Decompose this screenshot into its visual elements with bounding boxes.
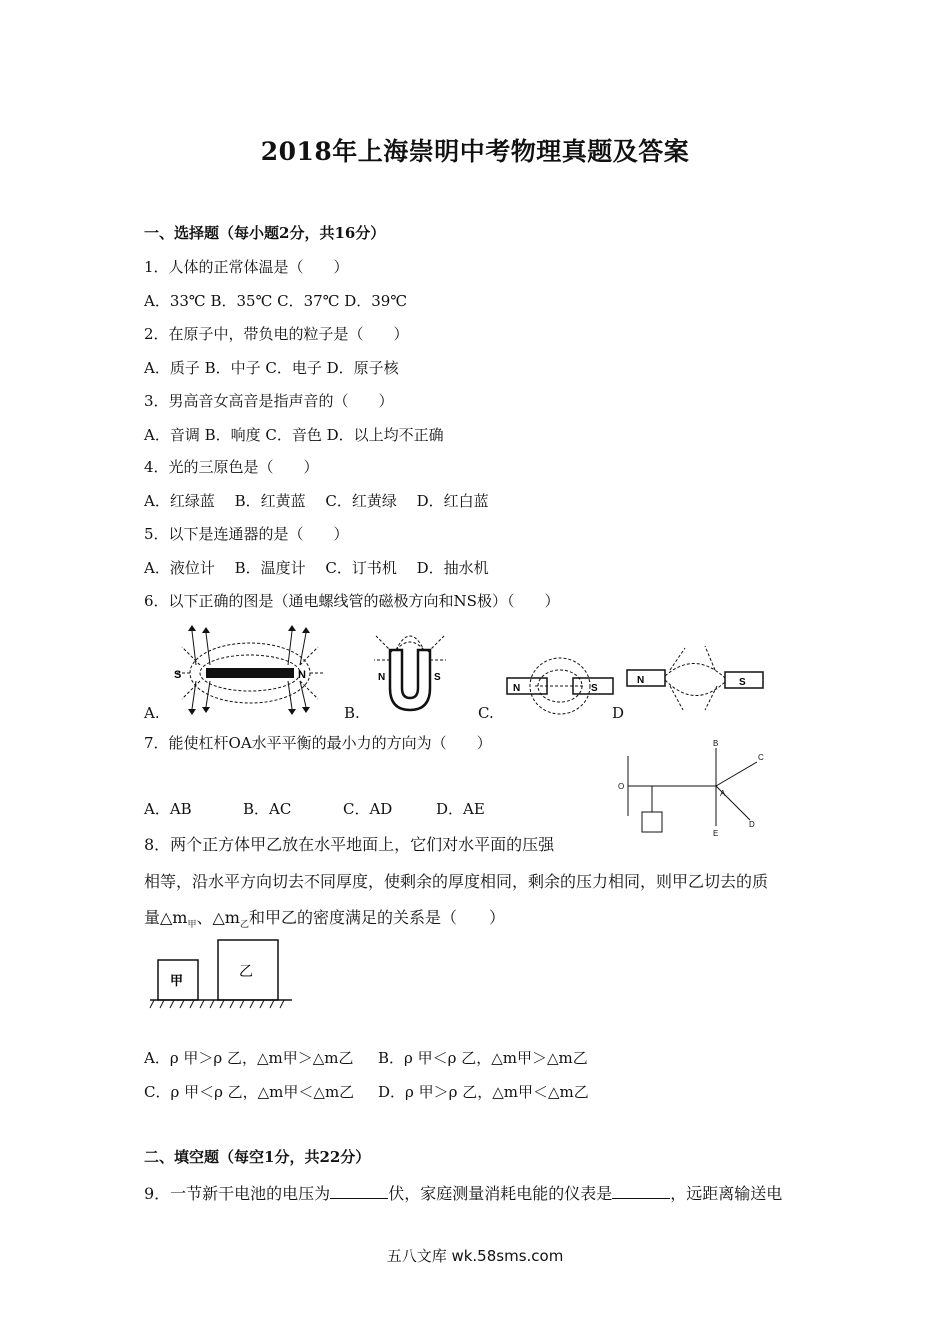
q8-option-b: B．ρ 甲＜ρ 乙，△m甲＞△m乙 (378, 1049, 588, 1067)
page-title: 2018年上海崇明中考物理真题及答案 (260, 137, 690, 166)
q3-stem: 3．男高音女高音是指声音的（ ） (144, 392, 394, 410)
q6-label-b: B. (344, 704, 360, 722)
q7-option-a: A．AB (144, 800, 192, 818)
q7-lever-figure (612, 738, 772, 843)
q8-option-a: A．ρ 甲＞ρ 乙，△m甲＞△m乙 (144, 1049, 354, 1067)
q6a-s-label: S (174, 669, 182, 681)
q8-stem-line-2: 相等，沿水平方向切去不同厚度，使剩余的厚度相同，剩余的压力相同，则甲乙切去的质 (144, 872, 769, 891)
q1-options: A．33℃ B．35℃ C．37℃ D．39℃ (144, 292, 408, 310)
q4-options: A．红绿蓝 B．红黄蓝 C．红黄绿 D．红白蓝 (144, 492, 489, 510)
q6c-n-label: N (513, 683, 521, 694)
q7-option-d: D．AE (436, 800, 485, 818)
q7-point-c: C (758, 753, 764, 762)
q2-stem: 2．在原子中，带负电的粒子是（ ） (144, 325, 409, 343)
q4-stem: 4．光的三原色是（ ） (144, 458, 319, 476)
q8-block-yi: 乙 (239, 964, 253, 980)
q6-label-d: D (612, 704, 625, 722)
q6a-n-label: N (298, 669, 306, 681)
q2-options: A．质子 B．中子 C．电子 D．原子核 (144, 359, 399, 377)
q7-point-o: O (618, 782, 625, 791)
q7-option-c: C．AD (343, 800, 393, 818)
q8-option-c: C．ρ 甲＜ρ 乙，△m甲＜△m乙 (144, 1083, 355, 1101)
q8-block-jia: 甲 (170, 974, 184, 989)
q6-figure-a (170, 625, 330, 715)
q6-figure-d (625, 640, 765, 715)
section-2-heading: 二、填空题（每空1分，共22分） (144, 1148, 371, 1166)
q6-label-c: C. (478, 704, 494, 722)
q8-stem-line-3: 量$\triangle m_甲$、$\triangle m_乙$和甲乙的密度满足的关系是（ ） (144, 908, 506, 931)
q7-point-a: A (720, 789, 726, 798)
q6d-s-label: S (739, 677, 746, 688)
q8-stem-line-1: 8．两个正方体甲乙放在水平地面上，它们对水平面的压强 (144, 835, 555, 854)
page-footer: 五八文库 wk.58sms.com (386, 1247, 564, 1265)
q6b-s-label: S (434, 672, 441, 683)
q6b-n-label: N (378, 672, 386, 683)
q9-blank-2 (612, 1184, 670, 1199)
q8-blocks-figure (150, 938, 295, 1010)
q9-stem: 9．一节新干电池的电压为 伏，家庭测量消耗电能的仪表是 ，远距离输送电 (144, 1184, 783, 1203)
q5-stem: 5．以下是连通器的是（ ） (144, 525, 349, 543)
q6-figure-b (370, 630, 450, 715)
q8-option-d: D．ρ 甲＞ρ 乙，△m甲＜△m乙 (378, 1083, 589, 1101)
q6d-n-label: N (637, 675, 645, 686)
q9-blank-1 (330, 1184, 388, 1199)
q7-stem: 7．能使杠杆OA水平平衡的最小力的方向为（ ） (144, 734, 492, 752)
q7-point-b: B (713, 739, 719, 748)
q1-stem: 1．人体的正常体温是（ ） (144, 258, 349, 276)
q3-options: A．音调 B．响度 C．音色 D．以上均不正确 (144, 426, 444, 444)
q6-label-a: A. (144, 704, 160, 722)
q7-point-e: E (713, 829, 719, 838)
q6-stem: 6．以下正确的图是（通电螺线管的磁极方向和NS极）（ ） (144, 592, 560, 610)
q7-option-b: B．AC (243, 800, 292, 818)
section-1-heading: 一、选择题（每小题2分，共16分） (144, 224, 386, 242)
q6-figure-c (505, 650, 615, 720)
q5-options: A．液位计 B．温度计 C．订书机 D．抽水机 (144, 559, 489, 577)
q7-point-d: D (749, 820, 755, 829)
q6c-s-label: S (591, 683, 598, 694)
